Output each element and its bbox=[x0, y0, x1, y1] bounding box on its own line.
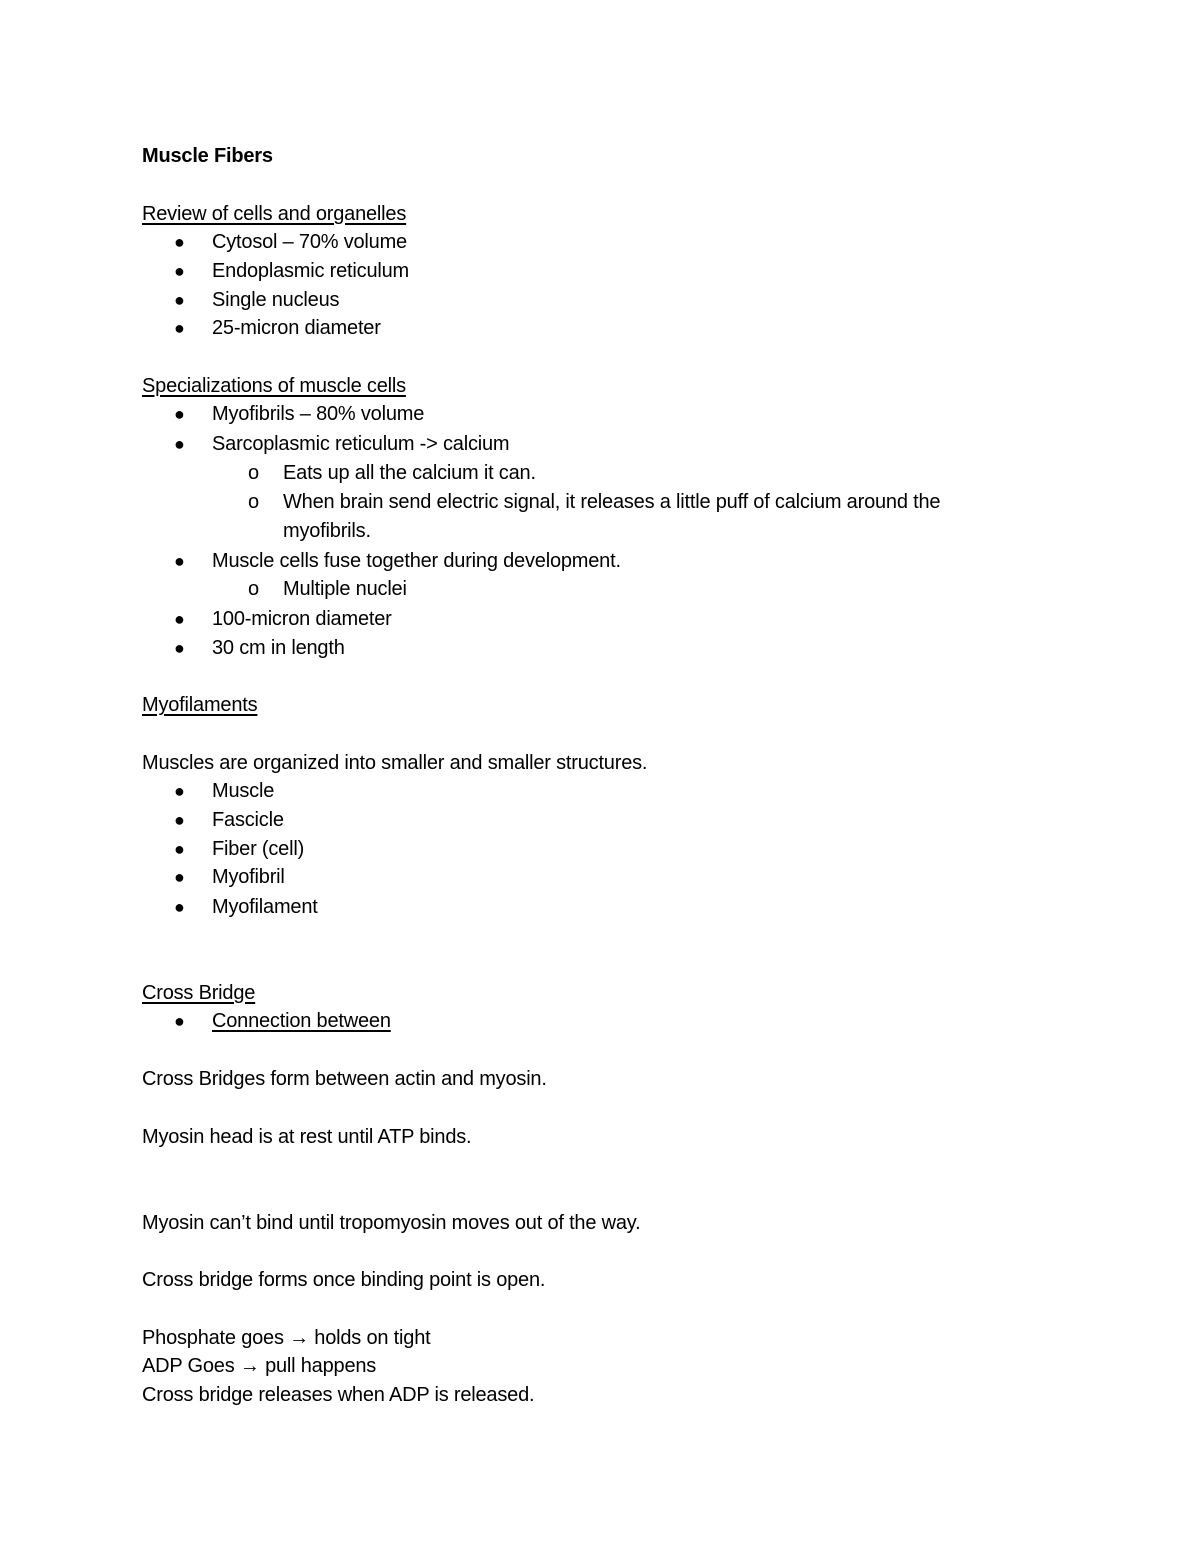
paragraph: Cross Bridges form between actin and myosin. bbox=[142, 1068, 547, 1090]
list-item: Sarcoplasmic reticulum -> calcium bbox=[212, 433, 510, 455]
bullet-icon: ● bbox=[174, 290, 185, 310]
bullet-icon: ● bbox=[174, 867, 185, 887]
step-line bbox=[142, 1353, 376, 1379]
sub-bullet-icon: o bbox=[248, 491, 260, 513]
bullet-icon: ● bbox=[174, 261, 185, 281]
bullet-icon: ● bbox=[174, 810, 185, 830]
bullet-icon: ● bbox=[174, 434, 185, 454]
list-item: Fascicle bbox=[212, 809, 284, 831]
list-item: Myofibril bbox=[212, 866, 285, 888]
sub-bullet-icon: o bbox=[248, 578, 260, 600]
list-item: Myofibrils – 80% volume bbox=[212, 403, 425, 425]
section-heading-specializations: Specializations of muscle cells bbox=[142, 375, 406, 397]
sub-list-item: When brain send electric signal, it releases a little puff of calcium around the bbox=[283, 491, 941, 513]
bullet-icon: ● bbox=[174, 318, 185, 338]
bullet-icon: ● bbox=[174, 1011, 185, 1031]
bullet-icon: ● bbox=[174, 839, 185, 859]
bullet-icon: ● bbox=[174, 781, 185, 801]
bullet-icon: ● bbox=[174, 638, 185, 658]
step-line bbox=[142, 1325, 430, 1351]
bullet-icon: ● bbox=[174, 609, 185, 629]
section-heading-myofilaments: Myofilaments bbox=[142, 694, 258, 716]
section-heading-review: Review of cells and organelles bbox=[142, 203, 407, 225]
bullet-icon: ● bbox=[174, 232, 185, 252]
bullet-icon: ● bbox=[174, 551, 185, 571]
sub-list-item: Multiple nuclei bbox=[283, 578, 407, 600]
list-item: 25-micron diameter bbox=[212, 317, 381, 339]
paragraph: Cross bridge releases when ADP is released. bbox=[142, 1384, 535, 1406]
step-text: pull happens bbox=[265, 1355, 377, 1377]
paragraph: Cross bridge forms once binding point is open. bbox=[142, 1269, 546, 1291]
bullet-icon: ● bbox=[174, 404, 185, 424]
sub-list-item-continuation: myofibrils. bbox=[283, 520, 371, 542]
list-item: Connection between bbox=[212, 1010, 391, 1032]
arrow-right-icon: → bbox=[289, 1327, 309, 1349]
step-text: ADP Goes bbox=[142, 1355, 235, 1377]
list-item: 100-micron diameter bbox=[212, 608, 392, 630]
step-text: Phosphate goes bbox=[142, 1327, 284, 1349]
list-item: 30 cm in length bbox=[212, 637, 345, 659]
sub-bullet-icon: o bbox=[248, 462, 260, 484]
list-item: Myofilament bbox=[212, 896, 318, 918]
paragraph: Myosin can’t bind until tropomyosin moves out of the way. bbox=[142, 1212, 641, 1234]
arrow-right-icon: → bbox=[239, 1355, 260, 1377]
list-item: Fiber (cell) bbox=[212, 838, 305, 860]
paragraph: Myosin head is at rest until ATP binds. bbox=[142, 1126, 472, 1148]
bullet-icon: ● bbox=[174, 897, 185, 917]
list-item: Endoplasmic reticulum bbox=[212, 260, 409, 282]
paragraph: Muscles are organized into smaller and smaller structures. bbox=[142, 752, 648, 774]
list-item: Muscle cells fuse together during development. bbox=[212, 550, 621, 572]
list-item: Single nucleus bbox=[212, 289, 340, 311]
sub-list-item: Eats up all the calcium it can. bbox=[283, 462, 536, 484]
list-item: Muscle bbox=[212, 780, 275, 802]
document-title: Muscle Fibers bbox=[142, 145, 273, 167]
section-heading-cross-bridge: Cross Bridge bbox=[142, 982, 256, 1004]
list-item: Cytosol – 70% volume bbox=[212, 231, 407, 253]
step-text: holds on tight bbox=[314, 1327, 431, 1349]
